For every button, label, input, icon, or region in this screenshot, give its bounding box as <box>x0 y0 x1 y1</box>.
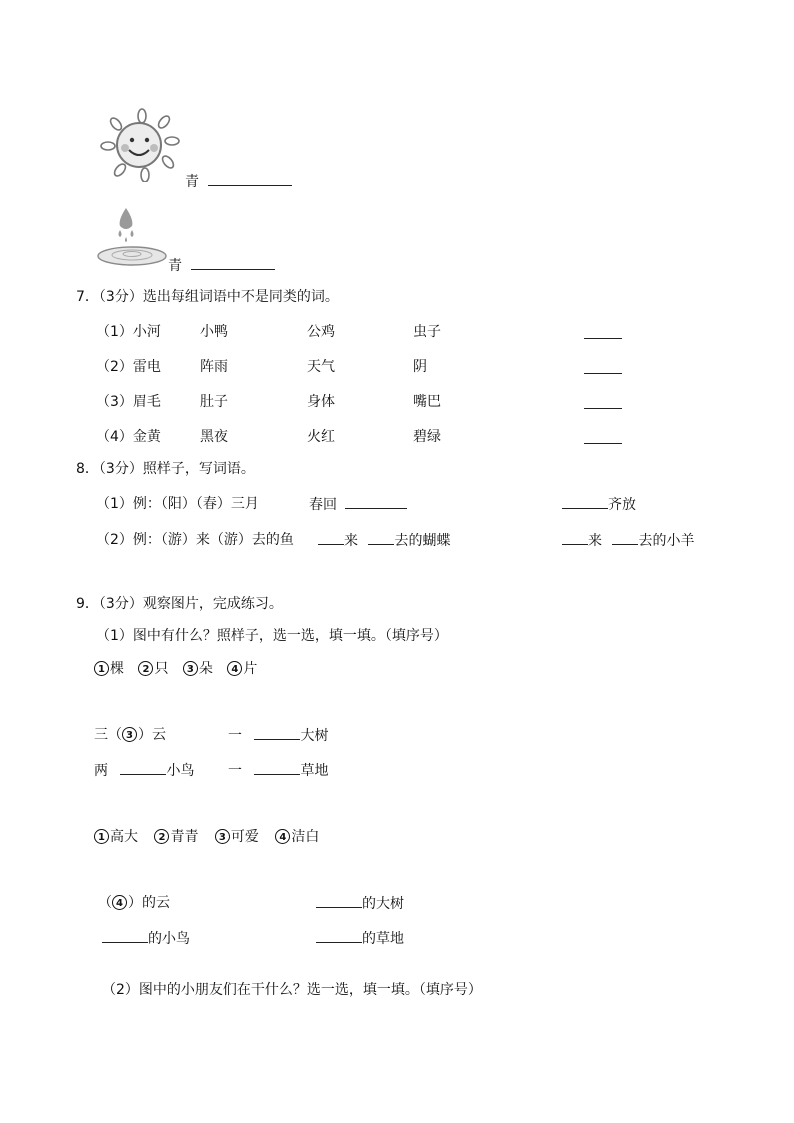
grass-word: 草地 <box>300 763 329 779</box>
circled-num: 3 <box>122 727 137 742</box>
bloom-word: 齐放 <box>608 497 636 513</box>
word-4: 阴 <box>413 359 427 375</box>
word-1: 眉毛 <box>132 394 161 410</box>
circled-num: 3 <box>183 661 198 676</box>
lai-word: 来 <box>588 533 602 549</box>
row-num: （4） <box>96 429 133 445</box>
circled-num: 3 <box>215 829 230 844</box>
fill-of-tree <box>316 894 404 913</box>
sun-answer-line <box>185 172 292 191</box>
q9-sub1: （1）图中有什么？照样子，选一选，填一填。（填序号） <box>96 628 448 644</box>
word-3: 公鸡 <box>307 324 335 340</box>
circled-num: 2 <box>138 661 153 676</box>
word-2: 小鸭 <box>200 324 228 340</box>
answer-blank[interactable] <box>102 929 148 943</box>
word-2: 肚子 <box>200 394 228 410</box>
q8-example-2: （2）例：（游）来（游）去的鱼 <box>96 532 294 548</box>
q8-butterfly-item <box>318 531 450 550</box>
word-1: 雷电 <box>132 359 161 375</box>
word-3: 天气 <box>307 359 335 375</box>
answer-blank[interactable] <box>584 395 622 409</box>
option-word: 青青 <box>170 829 199 845</box>
fill-of-bird <box>102 929 190 948</box>
of-tree-word: 的大树 <box>362 896 404 912</box>
word-1: 金黄 <box>132 429 161 445</box>
q9-sub2: （2）图中的小朋友们在干什么？选一选，填一填。（填序号） <box>102 982 482 998</box>
word-1: 小河 <box>132 324 161 340</box>
tree-word: 大树 <box>300 728 329 744</box>
ex-text: 三（ <box>94 727 122 743</box>
answer-blank[interactable] <box>345 495 407 509</box>
circled-num: 4 <box>275 829 290 844</box>
answer-blank[interactable] <box>254 761 300 775</box>
qing-char-1: 青 <box>185 174 199 190</box>
ex-text: （ <box>98 895 112 911</box>
answer-blank[interactable] <box>584 430 622 444</box>
word-4: 碧绿 <box>413 429 441 445</box>
option-word: 只 <box>154 661 169 677</box>
circled-num: 2 <box>154 829 169 844</box>
liang-word: 两 <box>94 763 108 779</box>
word-2: 阵雨 <box>200 359 228 375</box>
q7-title: 7．（3分）选出每组词语中不是同类的词。 <box>76 289 339 305</box>
circled-num: 1 <box>94 829 109 844</box>
answer-blank[interactable] <box>316 929 362 943</box>
of-bird-word: 的小鸟 <box>148 931 190 947</box>
word-3: 身体 <box>307 394 335 410</box>
answer-blank[interactable] <box>562 495 608 509</box>
fill-of-grass <box>316 929 404 948</box>
word-4: 嘴巴 <box>413 394 441 410</box>
q8-example-1: （1）例：（阳）（春）三月 <box>96 496 259 512</box>
sun-picture <box>98 106 182 182</box>
spring-word: 春回 <box>309 497 337 513</box>
answer-blank[interactable] <box>254 726 300 740</box>
answer-blank[interactable] <box>316 894 362 908</box>
word-2: 黑夜 <box>200 429 228 445</box>
q9-title: 9．（3分）观察图片，完成练习。 <box>76 596 283 612</box>
butterfly-word: 去的蝴蝶 <box>394 533 451 549</box>
option-word: 可爱 <box>230 829 259 845</box>
answer-blank[interactable] <box>191 256 275 270</box>
fill-big-tree <box>228 726 328 745</box>
q8-lamb-item <box>562 531 694 550</box>
q8-item-1 <box>309 495 407 514</box>
fill-birds <box>94 761 194 780</box>
row-num: （3） <box>96 394 133 410</box>
row-num: （2） <box>96 359 133 375</box>
option-word: 洁白 <box>291 829 320 845</box>
circled-num: 4 <box>227 661 242 676</box>
example-three-clouds <box>94 726 166 744</box>
row-num: （1） <box>96 324 133 340</box>
answer-blank[interactable] <box>584 325 622 339</box>
fill-grass <box>228 761 328 780</box>
yi-word: 一 <box>228 728 242 744</box>
option-word: 高大 <box>110 829 138 845</box>
word-3: 火红 <box>307 429 335 445</box>
answer-blank[interactable] <box>584 360 622 374</box>
bird-word: 小鸟 <box>166 763 195 779</box>
ex-text: ）云 <box>138 727 166 743</box>
answer-blank[interactable] <box>612 531 638 545</box>
measure-word-options <box>94 660 257 678</box>
of-grass-word: 的草地 <box>362 931 404 947</box>
water-drop-picture <box>96 204 176 268</box>
yi-word: 一 <box>228 763 242 779</box>
adjective-options <box>94 828 319 846</box>
q8-title: 8．（3分）照样子，写词语。 <box>76 461 255 477</box>
option-word: 片 <box>243 661 258 677</box>
answer-blank[interactable] <box>368 531 394 545</box>
word-4: 虫子 <box>413 324 441 340</box>
circled-num: 1 <box>94 661 109 676</box>
q8-item-2 <box>562 495 636 514</box>
lai-word: 来 <box>344 533 358 549</box>
circled-num: 4 <box>112 895 127 910</box>
option-word: 朵 <box>198 661 213 677</box>
ex-text: ）的云 <box>128 895 170 911</box>
example-white-cloud <box>98 894 170 912</box>
answer-blank[interactable] <box>562 531 588 545</box>
lamb-word: 去的小羊 <box>638 533 695 549</box>
option-word: 棵 <box>110 661 124 677</box>
answer-blank[interactable] <box>120 761 166 775</box>
water-answer-line <box>168 256 275 275</box>
answer-blank[interactable] <box>318 531 344 545</box>
qing-char-2: 青 <box>168 258 182 274</box>
answer-blank[interactable] <box>208 172 292 186</box>
